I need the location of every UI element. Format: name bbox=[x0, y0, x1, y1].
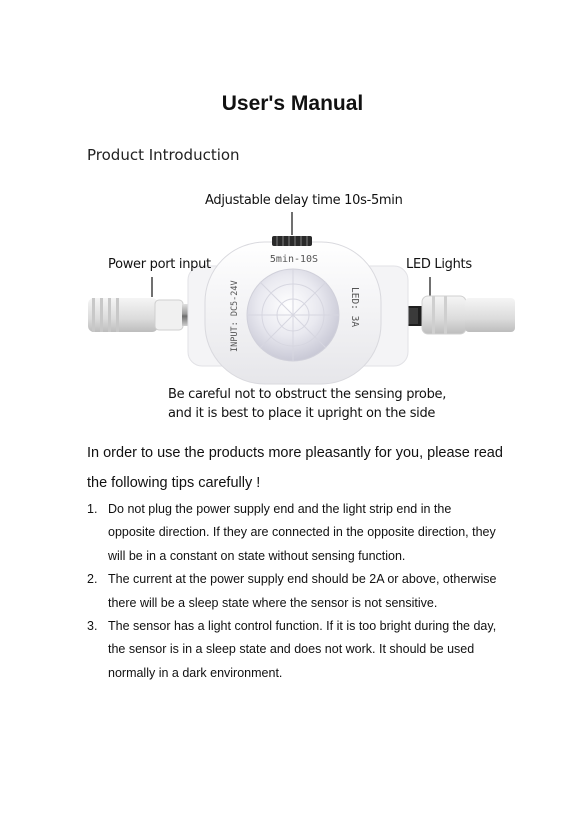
device-delay-label: 5min-10S bbox=[269, 254, 319, 265]
list-item bbox=[87, 498, 502, 568]
device-input-label: INPUT: DC5-24V bbox=[230, 280, 240, 352]
tip-number: 3. bbox=[87, 619, 98, 634]
intro-paragraph bbox=[87, 438, 507, 498]
intro-line-1: In order to use the products more pleasantly for you, please read bbox=[87, 445, 503, 461]
tip-number: 2. bbox=[87, 572, 98, 587]
page-title: User's Manual bbox=[221, 92, 364, 115]
delay-knob bbox=[272, 236, 312, 246]
list-item bbox=[87, 568, 502, 615]
list-item bbox=[87, 615, 502, 685]
product-figure bbox=[0, 180, 585, 430]
tip-text: Do not plug the power supply end and the light strip end in the opposite direction. If they are connected in the opposite direction, they will be in a constant on state without sensing function. bbox=[108, 502, 496, 563]
tip-number: 1. bbox=[87, 502, 98, 516]
section-heading: Product Introduction bbox=[87, 146, 240, 164]
power-callout: Power port input bbox=[108, 257, 211, 272]
caution-callout-line2: and it is best to place it upright on the side bbox=[168, 406, 436, 421]
led-lights-callout: LED Lights bbox=[406, 257, 472, 272]
tip-text: The current at the power supply end should be 2A or above, otherwise there will be a sleep state where the sensor is not sensitive. bbox=[108, 572, 497, 610]
intro-line-2: the following tips carefully ! bbox=[87, 475, 261, 491]
tips-list bbox=[87, 498, 502, 685]
caution-callout-line1: Be careful not to obstruct the sensing probe, bbox=[168, 387, 447, 402]
tip-text: The sensor has a light control function. If it is too bright during the day, the sensor is in a sleep state and does not work. It should be used normally in a dark environment. bbox=[108, 619, 497, 680]
lens-facets bbox=[247, 269, 339, 361]
device-led-label: LED: 3A bbox=[349, 287, 360, 328]
delay-callout: Adjustable delay time 10s-5min bbox=[205, 193, 403, 208]
